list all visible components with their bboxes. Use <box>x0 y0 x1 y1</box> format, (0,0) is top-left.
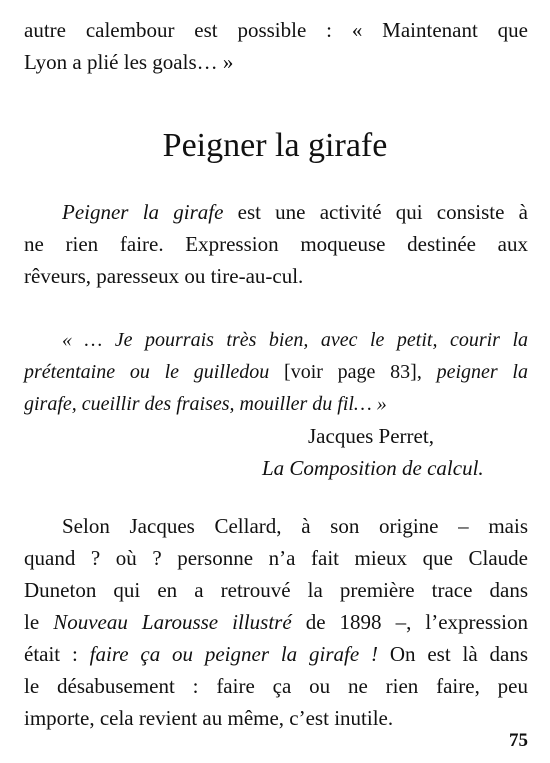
quote-work <box>262 452 484 484</box>
body-line-4-start: le <box>24 610 54 634</box>
quote-line-2-italic: prétentaine ou le guilledou <box>24 361 270 383</box>
body-line-2: quand ? où ? personne n’a fait mieux que Claude <box>24 546 528 570</box>
intro-line-2: Lyon a plié les goals… » <box>24 50 234 74</box>
body-line-5-start: était : <box>24 642 90 666</box>
definition-line-1-rest: est une activité qui consiste à <box>223 200 528 224</box>
definition-term: Peigner la girafe <box>62 200 224 224</box>
definition-line-3: rêveurs, paresseux ou tire-au-cul. <box>24 264 304 288</box>
quotation <box>24 324 528 420</box>
quote-line-2 <box>24 356 528 388</box>
body-line-4 <box>24 606 528 638</box>
quote-line-3-text: girafe, cueillir des fraises, mouiller du fil… » <box>24 393 387 415</box>
body-line-7: importe, cela revient au même, c’est inutile. <box>24 706 394 730</box>
body-line-1: Selon Jacques Cellard, à son origine – mais <box>62 514 528 538</box>
quote-work-title: La Composition de calcul. <box>262 456 484 480</box>
quote-author: Jacques Perret, <box>308 424 434 448</box>
body-line-6: le désabusement : faire ça ou ne rien faire, peu <box>24 674 528 698</box>
page-number: 75 <box>509 730 528 751</box>
body-line-3: Duneton qui en a retrouvé la première trace dans <box>24 578 528 602</box>
body-line-5-end: On est là dans <box>378 642 528 666</box>
section-heading: Peigner la girafe <box>162 127 388 164</box>
quote-page-reference: [voir page 83], <box>269 361 437 383</box>
quote-line-1-text: « … Je pourrais très bien, avec le petit, courir la <box>62 329 528 351</box>
dictionary-title: Nouveau Larousse illustré <box>53 610 292 634</box>
definition-line-1 <box>24 196 528 228</box>
intro-line-1: autre calembour est possible : « Maintenant que <box>24 18 528 42</box>
body-line-5 <box>24 638 528 670</box>
definition-line-2: ne rien faire. Expression moqueuse destinée aux <box>24 232 528 256</box>
body-paragraph <box>24 510 528 734</box>
quote-line-1 <box>24 324 528 356</box>
intro-paragraph <box>24 14 528 78</box>
quote-line-2-italic-end: peigner la <box>436 361 528 383</box>
original-expression: faire ça ou peigner la girafe ! <box>89 642 379 666</box>
quote-line-3 <box>24 388 528 420</box>
definition-paragraph <box>24 196 528 292</box>
body-line-4-end: de 1898 –, l’expression <box>291 610 529 634</box>
